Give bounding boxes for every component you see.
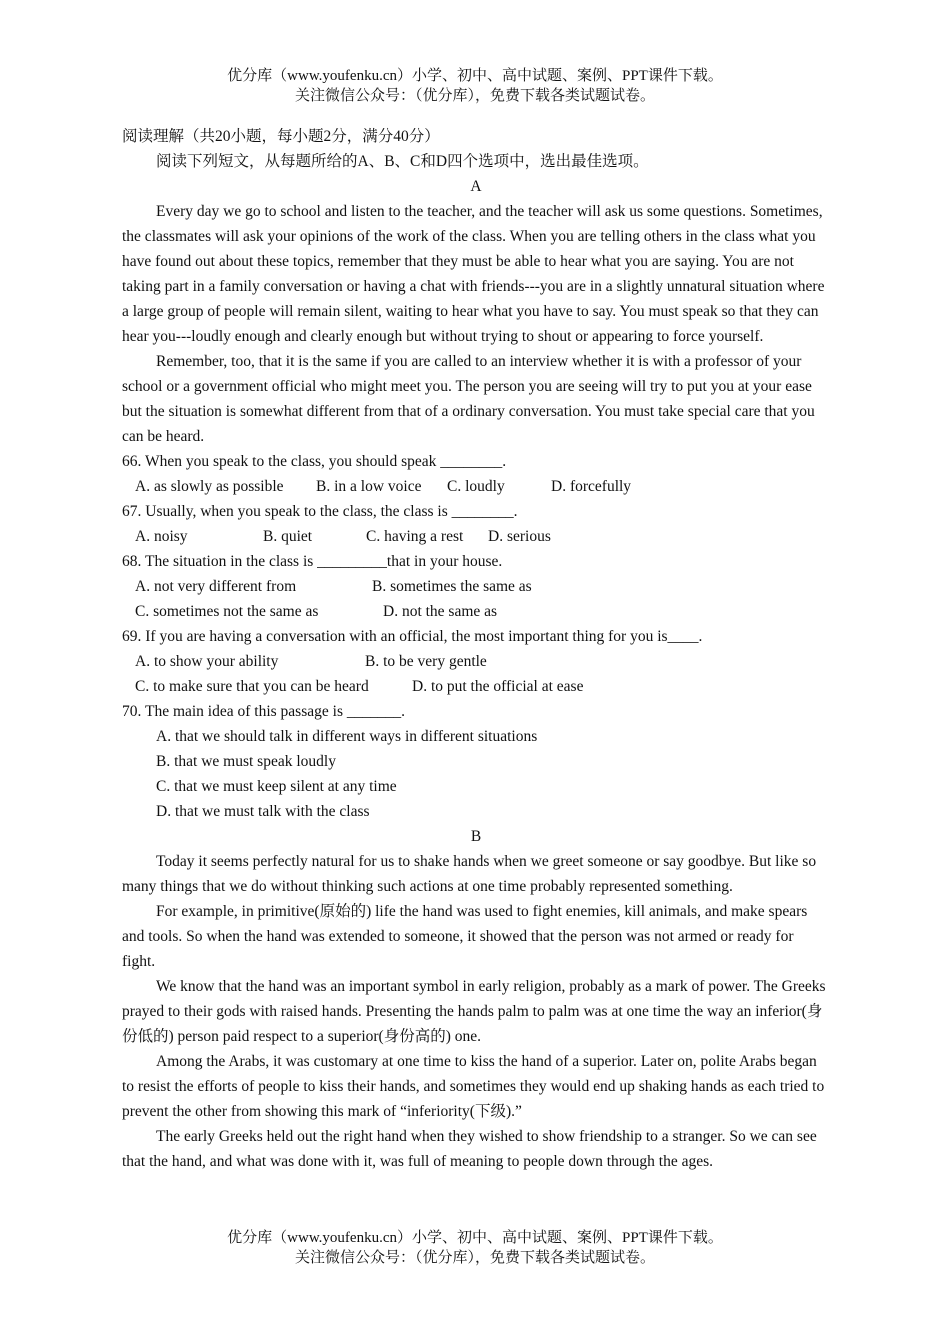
option-d: D. to put the official at ease xyxy=(412,678,584,695)
option-c: C. loudly xyxy=(447,478,505,495)
option-a: A. as slowly as possible xyxy=(135,478,284,495)
option-a: A. to show your ability xyxy=(135,653,279,670)
option-c: C. to make sure that you can be heard xyxy=(135,678,369,695)
passage-a-paragraph: Every day we go to school and listen to the teacher, and the teacher will ask us some questions. Sometimes, the classmates will ask your opinions of the work of the class. When you are telling others in the class what you have found out about these topics, remember that they must be able to hear what you are saying. You are not taking part in a family conversation or having a chat with friends---you are in a slightly unnatural situation where a large group of people will remain silent, waiting to hear what you have to say. You must speak so that they can hear you---loudly enough and clearly enough but without trying to shout or appearing to force yourself. xyxy=(122,203,825,345)
question-68-options-2 xyxy=(122,599,830,624)
section-instruction: 阅读下列短文，从每题所给的A、B、C和D四个选项中，选出最佳选项。 xyxy=(156,153,649,170)
passage-b-label: B xyxy=(470,828,482,845)
question-69-options xyxy=(122,649,830,674)
passage-b-paragraph: Today it seems perfectly natural for us to shake hands when we greet someone or say goodbye. But like so many things that we do without thinking such actions at one time probably represented something. xyxy=(122,853,817,895)
page-header xyxy=(0,66,950,106)
question-66-stem: 66. When you speak to the class, you should speak ________. xyxy=(122,453,507,470)
option-d: D. not the same as xyxy=(383,603,498,620)
footer-line-2: 关注微信公众号：（优分库），免费下载各类试题试卷。 xyxy=(294,1250,655,1266)
footer-line-1: 优分库（www.youfenku.cn）小学、初中、高中试题、案例、PPT课件下载。 xyxy=(227,1230,723,1246)
document-body xyxy=(122,124,830,1174)
option-c: C. sometimes not the same as xyxy=(135,603,319,620)
option-c: C. that we must keep silent at any time xyxy=(156,778,397,795)
option-b: B. sometimes the same as xyxy=(372,578,532,595)
question-67-options xyxy=(122,524,830,549)
option-a: A. noisy xyxy=(135,528,188,545)
page-footer xyxy=(0,1228,950,1268)
option-d: D. that we must talk with the class xyxy=(156,803,370,820)
passage-a-paragraph: Remember, too, that it is the same if you are called to an interview whether it is with a professor of your school or a government official who might meet you. The person you are seeing will try to put you at your ease but the situation is somewhat different from that of a ordinary conversation. You must take special care that you can be heard. xyxy=(122,353,815,445)
passage-b-paragraph: For example, in primitive(原始的) life the hand was used to fight enemies, kill animals, and make spears and tools. So when the hand was extended to someone, it showed that the person was not armed or ready for fight. xyxy=(122,903,808,970)
option-b: B. that we must speak loudly xyxy=(156,753,336,770)
option-d: D. forcefully xyxy=(551,478,632,495)
option-d: D. serious xyxy=(488,528,551,545)
question-69-stem: 69. If you are having a conversation with an official, the most important thing for you is____. xyxy=(122,628,703,645)
question-67-stem: 67. Usually, when you speak to the class, the class is ________. xyxy=(122,503,518,520)
section-title: 阅读理解（共20小题，每小题2分，满分40分） xyxy=(122,128,440,145)
header-line-2: 关注微信公众号：（优分库），免费下载各类试题试卷。 xyxy=(294,88,655,104)
option-a: A. not very different from xyxy=(135,578,297,595)
passage-b-paragraph: The early Greeks held out the right hand when they wished to show friendship to a stranger. So we can see that the hand, and what was done with it, was full of meaning to people down through the ages. xyxy=(122,1128,817,1170)
question-69-options-2 xyxy=(122,674,830,699)
option-b: B. in a low voice xyxy=(316,478,422,495)
header-line-1: 优分库（www.youfenku.cn）小学、初中、高中试题、案例、PPT课件下载。 xyxy=(227,68,723,84)
question-68-options xyxy=(122,574,830,599)
passage-b-paragraph: Among the Arabs, it was customary at one time to kiss the hand of a superior. Later on, polite Arabs began to resist the efforts of people to kiss their hands, and sometimes they would end up shaking hands as each tried to prevent the other from showing this mark of “inferiority(下级).” xyxy=(122,1053,825,1120)
passage-b-paragraph: We know that the hand was an important symbol in early religion, probably as a mark of power. The Greeks prayed to their gods with raised hands. Presenting the hands palm to palm was at one time the way an inferior(身份低的) person paid respect to a superior(身份高的) one. xyxy=(122,978,826,1045)
question-68-stem: 68. The situation in the class is _________that in your house. xyxy=(122,553,503,570)
option-c: C. having a rest xyxy=(366,528,464,545)
option-a: A. that we should talk in different ways in different situations xyxy=(156,728,538,745)
question-70-stem: 70. The main idea of this passage is _______. xyxy=(122,703,405,720)
option-b: B. to be very gentle xyxy=(365,653,487,670)
passage-a-label: A xyxy=(470,178,482,195)
question-66-options xyxy=(122,474,830,499)
option-b: B. quiet xyxy=(263,528,313,545)
